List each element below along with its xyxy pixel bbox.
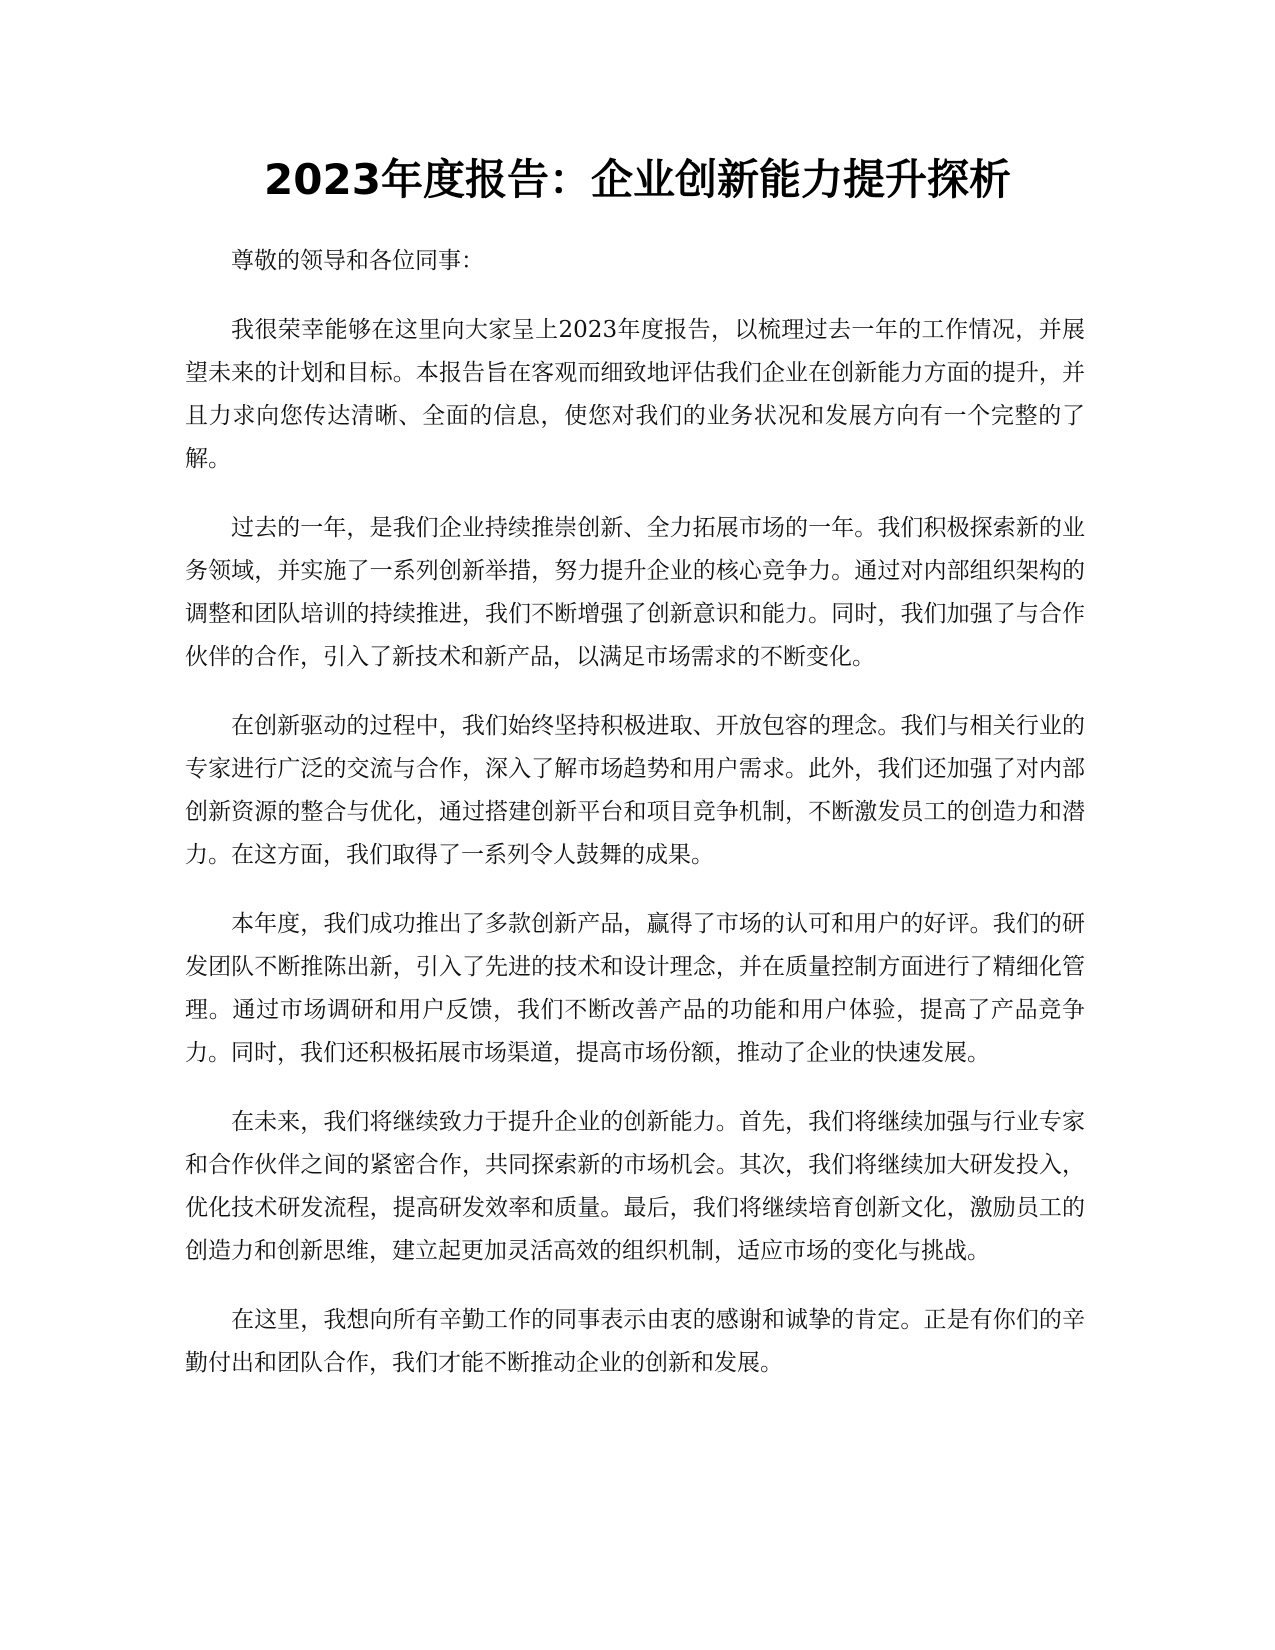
paragraph-5: 在未来，我们将继续致力于提升企业的创新能力。首先，我们将继续加强与行业专家和合作伙伴之间的紧密合作，共同探索新的市场机会。其次，我们将继续加大研发投入，优化技术研发流程，提高研发效率和质量。最后，我们将继续培育创新文化，激励员工的创造力和创新思维，建立起更加灵活高效的组织机制，适应市场的变化与挑战。 <box>185 1109 1085 1264</box>
document-body <box>185 240 1085 1411</box>
document-title: 2023年度报告：企业创新能力提升探析 <box>264 155 1011 204</box>
paragraph-2: 过去的一年，是我们企业持续推崇创新、全力拓展市场的一年。我们积极探索新的业务领域，并实施了一系列创新举措，努力提升企业的核心竞争力。通过对内部组织架构的调整和团队培训的持续推进，我们不断增强了创新意识和能力。同时，我们加强了与合作伙伴的合作，引入了新技术和新产品，以满足市场需求的不断变化。 <box>185 515 1085 670</box>
paragraph-6: 在这里，我想向所有辛勤工作的同事表示由衷的感谢和诚挚的肯定。正是有你们的辛勤付出和团队合作，我们才能不断推动企业的创新和发展。 <box>185 1307 1085 1376</box>
paragraph-4: 本年度，我们成功推出了多款创新产品，赢得了市场的认可和用户的好评。我们的研发团队不断推陈出新，引入了先进的技术和设计理念，并在质量控制方面进行了精细化管理。通过市场调研和用户反馈，我们不断改善产品的功能和用户体验，提高了产品竞争力。同时，我们还积极拓展市场渠道，提高市场份额，推动了企业的快速发展。 <box>185 911 1085 1066</box>
paragraph-1: 我很荣幸能够在这里向大家呈上2023年度报告，以梳理过去一年的工作情况，并展望未来的计划和目标。本报告旨在客观而细致地评估我们企业在创新能力方面的提升，并且力求向您传达清晰、全面的信息，使您对我们的业务状况和发展方向有一个完整的了解。 <box>185 317 1085 472</box>
salutation: 尊敬的领导和各位同事： <box>231 248 484 274</box>
paragraph-3: 在创新驱动的过程中，我们始终坚持积极进取、开放包容的理念。我们与相关行业的专家进行广泛的交流与合作，深入了解市场趋势和用户需求。此外，我们还加强了对内部创新资源的整合与优化，通过搭建创新平台和项目竞争机制，不断激发员工的创造力和潜力。在这方面，我们取得了一系列令人鼓舞的成果。 <box>185 713 1085 868</box>
